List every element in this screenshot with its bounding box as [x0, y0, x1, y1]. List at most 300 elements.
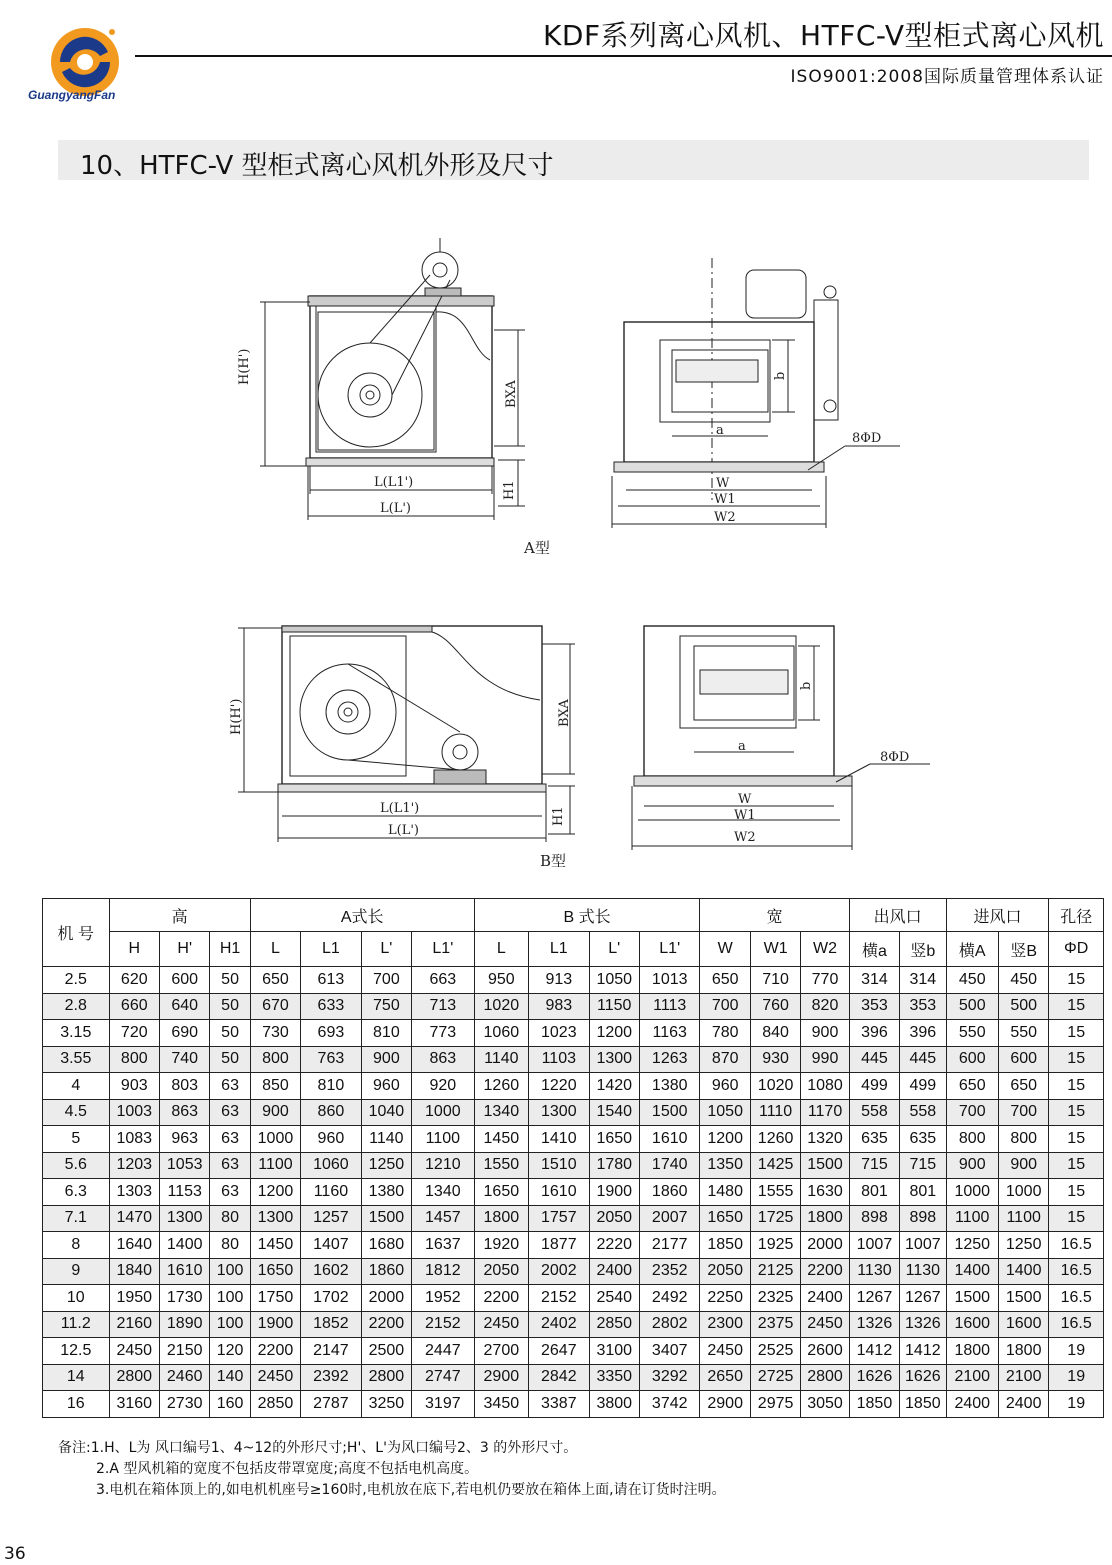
table-cell: 80 — [210, 1232, 250, 1259]
table-cell: 16.5 — [1049, 1311, 1104, 1338]
table-cell: 2100 — [998, 1364, 1048, 1391]
table-cell: 2447 — [412, 1338, 475, 1365]
table-cell: 650 — [250, 967, 300, 994]
b-dim-l1: L(L1') — [380, 801, 420, 816]
a-type-caption: A型 — [524, 539, 550, 557]
table-cell: 1725 — [750, 1205, 800, 1232]
table-cell: 2700 — [474, 1338, 528, 1365]
table-cell: 1900 — [250, 1311, 300, 1338]
table-cell: 840 — [750, 1020, 800, 1047]
table-row — [43, 1020, 1104, 1047]
table-cell: 1320 — [801, 1126, 849, 1153]
table-cell: 900 — [801, 1020, 849, 1047]
table-cell: 1412 — [900, 1338, 946, 1365]
table-cell: 3292 — [639, 1364, 700, 1391]
table-cell: 1450 — [474, 1126, 528, 1153]
table-cell: 2150 — [159, 1338, 209, 1365]
sub-header-cell: H1 — [210, 932, 250, 967]
table-cell: 740 — [159, 1046, 209, 1073]
table-cell: 660 — [109, 993, 159, 1020]
table-cell: 1457 — [412, 1205, 475, 1232]
model-cell: 16 — [43, 1391, 110, 1418]
table-cell: 1130 — [900, 1258, 946, 1285]
table-cell: 863 — [159, 1099, 209, 1126]
table-cell: 920 — [412, 1073, 475, 1100]
table-cell: 2200 — [474, 1285, 528, 1312]
table-cell: 1540 — [589, 1099, 639, 1126]
table-row — [43, 1179, 1104, 1206]
table-cell: 1860 — [361, 1258, 411, 1285]
table-cell: 2975 — [750, 1391, 800, 1418]
table-cell: 1083 — [109, 1126, 159, 1153]
table-cell: 650 — [998, 1073, 1048, 1100]
table-cell: 80 — [210, 1205, 250, 1232]
table-cell: 700 — [946, 1099, 998, 1126]
table-cell: 63 — [210, 1073, 250, 1100]
b-dim-h: H(H') — [229, 698, 244, 735]
sub-header-cell: L — [474, 932, 528, 967]
table-cell: 160 — [210, 1391, 250, 1418]
table-cell: 1500 — [801, 1152, 849, 1179]
table-cell: 1952 — [412, 1285, 475, 1312]
table-cell: 1860 — [639, 1179, 700, 1206]
table-cell: 800 — [998, 1126, 1048, 1153]
table-cell: 1200 — [700, 1126, 750, 1153]
table-cell: 15 — [1049, 1152, 1104, 1179]
table-cell: 1050 — [700, 1099, 750, 1126]
table-cell: 750 — [361, 993, 411, 1020]
table-cell: 760 — [750, 993, 800, 1020]
table-cell: 3350 — [589, 1364, 639, 1391]
table-cell: 900 — [998, 1152, 1048, 1179]
table-cell: 445 — [900, 1046, 946, 1073]
sub-header-cell: L' — [589, 932, 639, 967]
table-cell: 2900 — [474, 1364, 528, 1391]
table-cell: 1650 — [700, 1205, 750, 1232]
table-cell: 1050 — [589, 967, 639, 994]
table-cell: 1877 — [529, 1232, 590, 1259]
table-cell: 1040 — [361, 1099, 411, 1126]
table-row — [43, 1205, 1104, 1232]
table-cell: 2400 — [998, 1391, 1048, 1418]
table-cell: 1267 — [849, 1285, 899, 1312]
table-cell: 1757 — [529, 1205, 590, 1232]
model-cell: 3.55 — [43, 1046, 110, 1073]
table-cell: 1730 — [159, 1285, 209, 1312]
table-cell: 1200 — [589, 1020, 639, 1047]
table-cell: 600 — [159, 967, 209, 994]
sub-header-cell: L1 — [529, 932, 590, 967]
table-cell: 670 — [250, 993, 300, 1020]
table-cell: 2800 — [801, 1364, 849, 1391]
table-cell: 1740 — [639, 1152, 700, 1179]
sub-header-cell: W2 — [801, 932, 849, 967]
table-cell: 2007 — [639, 1205, 700, 1232]
table-cell: 1890 — [159, 1311, 209, 1338]
table-cell: 730 — [250, 1020, 300, 1047]
header-hole: 孔径 — [1049, 899, 1104, 932]
table-cell: 2220 — [589, 1232, 639, 1259]
model-cell: 5 — [43, 1126, 110, 1153]
table-cell: 1450 — [250, 1232, 300, 1259]
table-cell: 1640 — [109, 1232, 159, 1259]
table-cell: 620 — [109, 967, 159, 994]
table-cell: 1425 — [750, 1152, 800, 1179]
table-cell: 898 — [900, 1205, 946, 1232]
table-cell: 120 — [210, 1338, 250, 1365]
table-cell: 1602 — [301, 1258, 362, 1285]
table-cell: 1020 — [750, 1073, 800, 1100]
table-cell: 500 — [998, 993, 1048, 1020]
table-cell: 15 — [1049, 1205, 1104, 1232]
table-cell: 2802 — [639, 1311, 700, 1338]
table-cell: 3160 — [109, 1391, 159, 1418]
table-cell: 1800 — [998, 1338, 1048, 1365]
a-dim-w1: W1 — [714, 492, 736, 507]
table-cell: 990 — [801, 1046, 849, 1073]
table-cell: 1407 — [301, 1232, 362, 1259]
notes — [58, 1438, 726, 1501]
note-line: 2.A 型风机箱的宽度不包括皮带罩宽度;高度不包括电机高度。 — [96, 1461, 479, 1477]
table-cell: 50 — [210, 1020, 250, 1047]
table-cell: 1007 — [849, 1232, 899, 1259]
section-title: 10、HTFC-V 型柜式离心风机外形及尺寸 — [80, 151, 554, 181]
table-cell: 1626 — [849, 1364, 899, 1391]
table-cell: 15 — [1049, 1099, 1104, 1126]
table-row — [43, 1046, 1104, 1073]
table-cell: 700 — [998, 1099, 1048, 1126]
table-cell: 1850 — [849, 1391, 899, 1418]
table-cell: 63 — [210, 1179, 250, 1206]
table-cell: 1163 — [639, 1020, 700, 1047]
table-cell: 1300 — [159, 1205, 209, 1232]
table-cell: 2600 — [801, 1338, 849, 1365]
table-cell: 100 — [210, 1311, 250, 1338]
table-cell: 2375 — [750, 1311, 800, 1338]
table-cell: 2160 — [109, 1311, 159, 1338]
table-cell: 2650 — [700, 1364, 750, 1391]
table-cell: 2842 — [529, 1364, 590, 1391]
table-cell: 1600 — [946, 1311, 998, 1338]
header-width: 宽 — [700, 899, 849, 932]
table-cell: 1650 — [250, 1258, 300, 1285]
table-cell: 900 — [361, 1046, 411, 1073]
table-cell: 140 — [210, 1364, 250, 1391]
model-cell: 11.2 — [43, 1311, 110, 1338]
table-cell: 1020 — [474, 993, 528, 1020]
table-cell: 720 — [109, 1020, 159, 1047]
table-cell: 763 — [301, 1046, 362, 1073]
table-sub-header-row — [43, 932, 1104, 967]
table-cell: 550 — [946, 1020, 998, 1047]
a-dim-bxa: BXA — [504, 380, 519, 408]
table-cell: 2002 — [529, 1258, 590, 1285]
table-cell: 1850 — [700, 1232, 750, 1259]
table-cell: 1500 — [361, 1205, 411, 1232]
table-cell: 2050 — [589, 1205, 639, 1232]
table-cell: 898 — [849, 1205, 899, 1232]
table-cell: 2152 — [412, 1311, 475, 1338]
table-cell: 558 — [849, 1099, 899, 1126]
table-cell: 1812 — [412, 1258, 475, 1285]
table-cell: 1900 — [589, 1179, 639, 1206]
table-cell: 1263 — [639, 1046, 700, 1073]
table-cell: 3387 — [529, 1391, 590, 1418]
table-cell: 1170 — [801, 1099, 849, 1126]
table-cell: 2050 — [700, 1258, 750, 1285]
table-cell: 1800 — [801, 1205, 849, 1232]
table-cell: 3800 — [589, 1391, 639, 1418]
table-cell: 1130 — [849, 1258, 899, 1285]
a-dim-b: b — [773, 371, 788, 380]
table-cell: 1003 — [109, 1099, 159, 1126]
table-cell: 1680 — [361, 1232, 411, 1259]
table-cell: 1800 — [946, 1338, 998, 1365]
table-cell: 635 — [849, 1126, 899, 1153]
header-subtitle: ISO9001:2008国际质量管理体系认证 — [790, 67, 1104, 87]
table-cell: 2747 — [412, 1364, 475, 1391]
table-cell: 1650 — [589, 1126, 639, 1153]
table-cell: 800 — [946, 1126, 998, 1153]
table-cell: 2450 — [250, 1364, 300, 1391]
table-cell: 715 — [849, 1152, 899, 1179]
table-cell: 50 — [210, 1046, 250, 1073]
table-cell: 2125 — [750, 1258, 800, 1285]
table-cell: 1260 — [750, 1126, 800, 1153]
table-cell: 2400 — [801, 1285, 849, 1312]
table-cell: 63 — [210, 1099, 250, 1126]
table-cell: 2787 — [301, 1391, 362, 1418]
table-cell: 1630 — [801, 1179, 849, 1206]
table-cell: 2450 — [109, 1338, 159, 1365]
table-cell: 1326 — [849, 1311, 899, 1338]
table-cell: 2000 — [801, 1232, 849, 1259]
table-cell: 1150 — [589, 993, 639, 1020]
b-dim-w1: W1 — [734, 808, 756, 823]
model-cell: 8 — [43, 1232, 110, 1259]
a-dim-w: W — [716, 476, 730, 491]
page-number: 36 — [4, 1544, 26, 1564]
table-cell: 396 — [849, 1020, 899, 1047]
table-cell: 450 — [998, 967, 1048, 994]
table-cell: 1000 — [412, 1099, 475, 1126]
table-cell: 1303 — [109, 1179, 159, 1206]
table-cell: 558 — [900, 1099, 946, 1126]
table-cell: 3742 — [639, 1391, 700, 1418]
table-cell: 1637 — [412, 1232, 475, 1259]
table-cell: 2250 — [700, 1285, 750, 1312]
table-cell: 820 — [801, 993, 849, 1020]
b-dim-a: a — [738, 739, 746, 754]
model-cell: 7.1 — [43, 1205, 110, 1232]
table-row — [43, 1285, 1104, 1312]
table-cell: 2000 — [361, 1285, 411, 1312]
table-cell: 913 — [529, 967, 590, 994]
table-cell: 640 — [159, 993, 209, 1020]
model-cell: 4.5 — [43, 1099, 110, 1126]
table-cell: 700 — [700, 993, 750, 1020]
table-cell: 2400 — [589, 1258, 639, 1285]
b-dim-h1: H1 — [551, 806, 566, 826]
sub-header-cell: H' — [159, 932, 209, 967]
b-dim-w: W — [738, 792, 752, 807]
table-cell: 2352 — [639, 1258, 700, 1285]
table-row — [43, 1232, 1104, 1259]
table-cell: 15 — [1049, 1046, 1104, 1073]
table-cell: 16.5 — [1049, 1232, 1104, 1259]
table-cell: 499 — [900, 1073, 946, 1100]
table-cell: 1203 — [109, 1152, 159, 1179]
table-cell: 1610 — [529, 1179, 590, 1206]
table-cell: 100 — [210, 1258, 250, 1285]
table-cell: 1555 — [750, 1179, 800, 1206]
sub-header-cell: 竖B — [998, 932, 1048, 967]
table-cell: 690 — [159, 1020, 209, 1047]
model-cell: 12.5 — [43, 1338, 110, 1365]
table-cell: 2325 — [750, 1285, 800, 1312]
table-cell: 1000 — [998, 1179, 1048, 1206]
sub-header-cell: 横a — [849, 932, 899, 967]
sub-header-cell: L1 — [301, 932, 362, 967]
a-dim-h: H(H') — [237, 348, 252, 385]
table-cell: 15 — [1049, 1179, 1104, 1206]
table-cell: 1013 — [639, 967, 700, 994]
table-cell: 15 — [1049, 1126, 1104, 1153]
table-cell: 1160 — [301, 1179, 362, 1206]
model-cell: 3.15 — [43, 1020, 110, 1047]
table-cell: 1080 — [801, 1073, 849, 1100]
a-dim-d: 8ΦD — [852, 431, 882, 446]
table-cell: 2450 — [700, 1338, 750, 1365]
table-cell: 650 — [946, 1073, 998, 1100]
table-cell: 1500 — [946, 1285, 998, 1312]
table-cell: 710 — [750, 967, 800, 994]
a-dim-l: L(L') — [380, 501, 411, 516]
table-cell: 353 — [900, 993, 946, 1020]
table-cell: 1100 — [998, 1205, 1048, 1232]
table-cell: 1850 — [900, 1391, 946, 1418]
table-cell: 1500 — [639, 1099, 700, 1126]
model-cell: 6.3 — [43, 1179, 110, 1206]
table-row — [43, 967, 1104, 994]
table-cell: 1626 — [900, 1364, 946, 1391]
table-cell: 633 — [301, 993, 362, 1020]
table-cell: 1480 — [700, 1179, 750, 1206]
header-height: 高 — [109, 899, 250, 932]
table-cell: 963 — [159, 1126, 209, 1153]
table-cell: 1103 — [529, 1046, 590, 1073]
table-cell: 613 — [301, 967, 362, 994]
table-cell: 1100 — [412, 1126, 475, 1153]
table-cell: 1380 — [639, 1073, 700, 1100]
sub-header-cell: W1 — [750, 932, 800, 967]
table-cell: 2147 — [301, 1338, 362, 1365]
table-cell: 1852 — [301, 1311, 362, 1338]
table-cell: 1220 — [529, 1073, 590, 1100]
table-cell: 860 — [301, 1099, 362, 1126]
table-cell: 635 — [900, 1126, 946, 1153]
table-cell: 1400 — [946, 1258, 998, 1285]
table-cell: 1007 — [900, 1232, 946, 1259]
table-cell: 1420 — [589, 1073, 639, 1100]
table-cell: 500 — [946, 993, 998, 1020]
table-cell: 700 — [361, 967, 411, 994]
table-cell: 2800 — [361, 1364, 411, 1391]
a-dim-h1: H1 — [502, 480, 517, 500]
table-cell: 1140 — [361, 1126, 411, 1153]
table-cell: 2050 — [474, 1258, 528, 1285]
note-line: 备注:1.H、L为 风口编号1、4~12的外形尺寸;H'、L'为风口编号2、3 的外形尺寸。 — [58, 1440, 578, 1456]
sub-header-cell: L1' — [639, 932, 700, 967]
table-cell: 1300 — [250, 1205, 300, 1232]
model-cell: 5.6 — [43, 1152, 110, 1179]
table-row — [43, 1126, 1104, 1153]
table-cell: 1340 — [474, 1099, 528, 1126]
table-cell: 2300 — [700, 1311, 750, 1338]
table-cell: 1267 — [900, 1285, 946, 1312]
table-cell: 1257 — [301, 1205, 362, 1232]
header-model: 机 号 — [43, 899, 110, 967]
table-cell: 1610 — [159, 1258, 209, 1285]
table-cell: 650 — [700, 967, 750, 994]
dimension-table — [42, 898, 1104, 1418]
table-cell: 1053 — [159, 1152, 209, 1179]
table-cell: 19 — [1049, 1364, 1104, 1391]
table-cell: 803 — [159, 1073, 209, 1100]
table-cell: 1650 — [474, 1179, 528, 1206]
table-cell: 900 — [946, 1152, 998, 1179]
table-cell: 850 — [250, 1073, 300, 1100]
sub-header-cell: H — [109, 932, 159, 967]
table-cell: 903 — [109, 1073, 159, 1100]
table-cell: 19 — [1049, 1391, 1104, 1418]
table-cell: 1110 — [750, 1099, 800, 1126]
table-cell: 63 — [210, 1126, 250, 1153]
table-cell: 1153 — [159, 1179, 209, 1206]
model-cell: 2.8 — [43, 993, 110, 1020]
table-cell: 900 — [250, 1099, 300, 1126]
table-cell: 2850 — [250, 1391, 300, 1418]
table-cell: 2200 — [801, 1258, 849, 1285]
table-cell: 1600 — [998, 1311, 1048, 1338]
b-type-caption: B型 — [540, 852, 567, 870]
table-cell: 314 — [900, 967, 946, 994]
b-dim-w2: W2 — [734, 830, 756, 845]
table-cell: 1610 — [639, 1126, 700, 1153]
table-cell: 2450 — [474, 1311, 528, 1338]
header-b-length: B 式长 — [474, 899, 700, 932]
b-dim-d: 8ΦD — [880, 750, 910, 765]
a-dim-w2: W2 — [714, 510, 736, 525]
table-cell: 1340 — [412, 1179, 475, 1206]
table-cell: 2850 — [589, 1311, 639, 1338]
table-cell: 2177 — [639, 1232, 700, 1259]
table-cell: 1210 — [412, 1152, 475, 1179]
table-cell: 1702 — [301, 1285, 362, 1312]
table-cell: 2540 — [589, 1285, 639, 1312]
table-cell: 1060 — [474, 1020, 528, 1047]
table-cell: 2152 — [529, 1285, 590, 1312]
sub-header-cell: 竖b — [900, 932, 946, 967]
table-cell: 1840 — [109, 1258, 159, 1285]
header-title: KDF系列离心风机、HTFC-V型柜式离心风机 — [543, 19, 1104, 52]
table-cell: 1100 — [250, 1152, 300, 1179]
table-cell: 3407 — [639, 1338, 700, 1365]
table-cell: 2730 — [159, 1391, 209, 1418]
table-row — [43, 1152, 1104, 1179]
table-cell: 1350 — [700, 1152, 750, 1179]
table-cell: 2402 — [529, 1311, 590, 1338]
